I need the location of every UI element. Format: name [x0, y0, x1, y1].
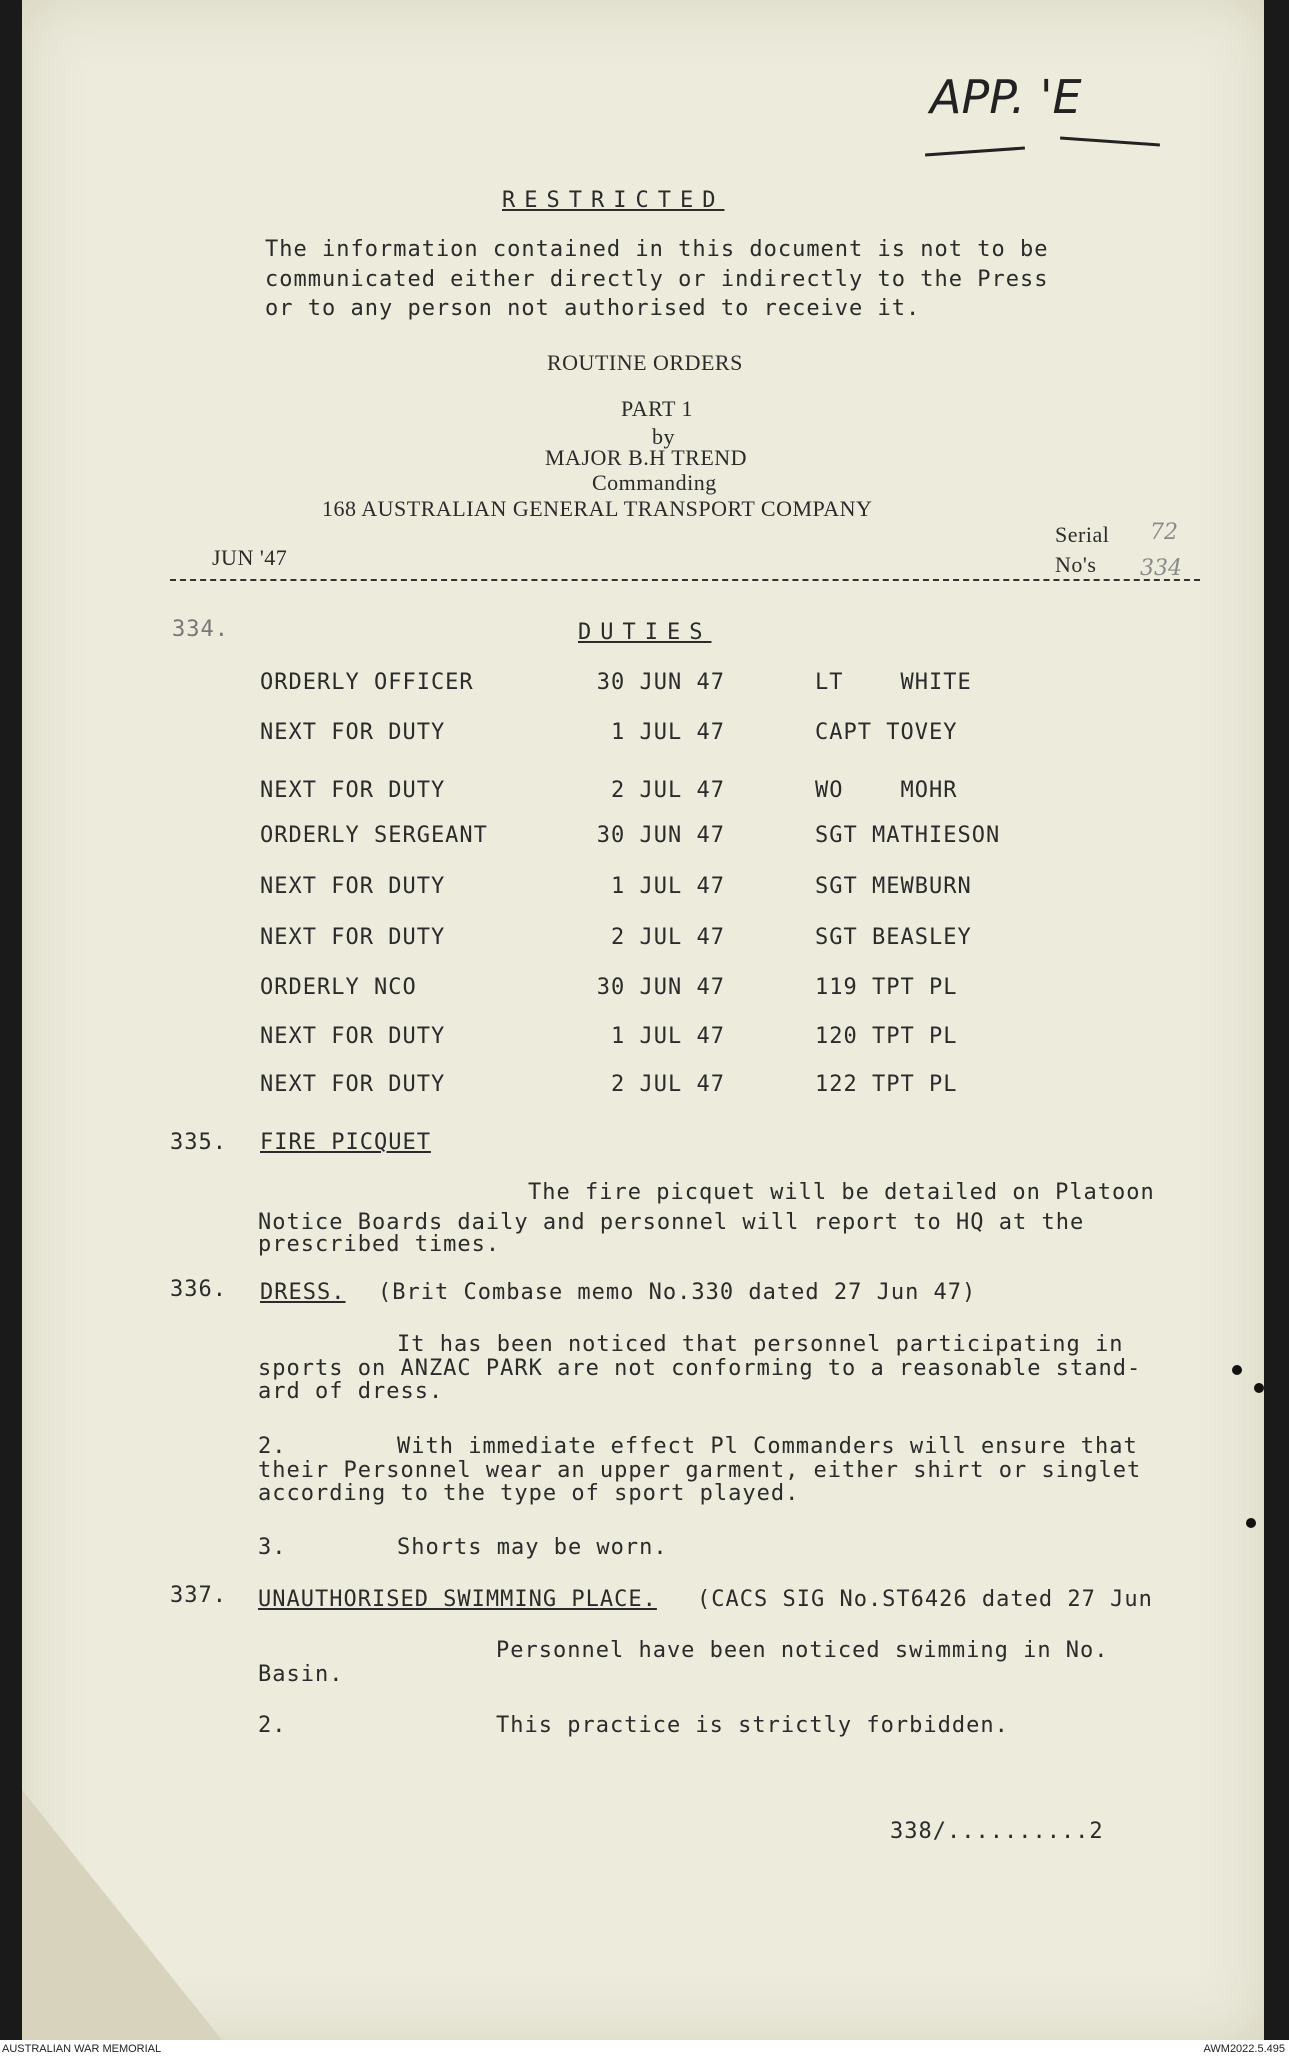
folded-corner [22, 1790, 222, 2040]
swimming-p2: This practice is strictly forbidden. [496, 1713, 1009, 1738]
duty-date: 30 JUN 47 [596, 670, 725, 695]
nos-value: 334 [1140, 556, 1182, 581]
duty-role: NEXT FOR DUTY [260, 720, 446, 745]
duties-heading: DUTIES [578, 620, 712, 645]
dress-p2-line-1: With immediate effect Pl Commanders will ensure that [397, 1434, 1138, 1459]
fire-picquet-line-1: The fire picquet will be detailed on Platoon [528, 1180, 1155, 1205]
duty-role: NEXT FOR DUTY [260, 778, 446, 803]
duty-role: NEXT FOR DUTY [260, 1072, 446, 1097]
punch-hole [1254, 1383, 1264, 1393]
dress-p2-line-3: according to the type of sport played. [258, 1481, 800, 1506]
dress-reference: (Brit Combase memo No.330 dated 27 Jun 47) [378, 1280, 977, 1305]
duty-row [0, 778, 1242, 808]
duty-assignee: SGT MEWBURN [815, 874, 972, 899]
swimming-heading: UNAUTHORISED SWIMMING PLACE. [258, 1587, 657, 1612]
punch-hole [1246, 1518, 1256, 1528]
duty-assignee: SGT BEASLEY [815, 925, 972, 950]
duty-date: 2 JUL 47 [611, 778, 725, 803]
dress-number: 336. [170, 1277, 227, 1302]
duty-row [0, 670, 1242, 700]
dress-p2-line-2: their Personnel wear an upper garment, either shirt or singlet [258, 1458, 1142, 1483]
fire-picquet-number: 335. [170, 1130, 227, 1155]
duty-row [0, 720, 1242, 750]
duty-date: 30 JUN 47 [596, 823, 725, 848]
duty-role: ORDERLY NCO [260, 975, 417, 1000]
swimming-p2-number: 2. [258, 1713, 287, 1738]
swimming-p1: Personnel have been noticed swimming in No. [496, 1638, 1109, 1663]
fire-picquet-heading: FIRE PICQUET [260, 1130, 431, 1155]
fire-picquet-line-2: Notice Boards daily and personnel will report to HQ at the [258, 1210, 1085, 1235]
duties-number: 334. [172, 617, 229, 642]
duty-assignee: LT WHITE [815, 670, 972, 695]
officer-name: MAJOR B.H TREND [545, 445, 748, 470]
duty-row [0, 1072, 1242, 1102]
dress-p1-line-1: It has been noticed that personnel participating in [397, 1332, 1124, 1357]
order-date: JUN '47 [212, 545, 288, 570]
separator-line [170, 579, 1200, 581]
duty-date: 2 JUL 47 [611, 925, 725, 950]
serial-value: 72 [1150, 520, 1178, 545]
duty-row [0, 1024, 1242, 1054]
duty-row [0, 874, 1242, 904]
footer-left: AUSTRALIAN WAR MEMORIAL [2, 2043, 162, 2055]
duty-date: 30 JUN 47 [596, 975, 725, 1000]
duty-role: NEXT FOR DUTY [260, 1024, 446, 1049]
duty-assignee: SGT MATHIESON [815, 823, 1001, 848]
dress-p1-line-3: ard of dress. [258, 1379, 444, 1404]
duty-role: NEXT FOR DUTY [260, 874, 446, 899]
punch-hole [1232, 1365, 1242, 1375]
dress-heading: DRESS. [260, 1280, 346, 1305]
fire-picquet-line-3: prescribed times. [258, 1232, 501, 1257]
swimming-p1-cont: Basin. [258, 1662, 344, 1687]
duty-date: 1 JUL 47 [611, 1024, 725, 1049]
handwritten-annotation: APP. 'E [930, 70, 1082, 124]
duty-role: ORDERLY OFFICER [260, 670, 474, 695]
duty-row [0, 975, 1242, 1005]
dress-p3-text: Shorts may be worn. [397, 1535, 668, 1560]
duty-date: 1 JUL 47 [611, 720, 725, 745]
swimming-number: 337. [170, 1583, 227, 1608]
dress-p2-number: 2. [258, 1434, 287, 1459]
duty-date: 1 JUL 47 [611, 874, 725, 899]
routine-orders-heading: ROUTINE ORDERS [547, 350, 743, 375]
swimming-reference: (CACS SIG No.ST6426 dated 27 Jun [697, 1587, 1153, 1612]
restricted-heading: RESTRICTED [502, 188, 725, 213]
duty-role: ORDERLY SERGEANT [260, 823, 488, 848]
nos-label: No's [1055, 552, 1097, 577]
serial-label: Serial [1055, 522, 1110, 547]
duty-row [0, 925, 1242, 955]
part-heading: PART 1 [621, 396, 693, 421]
duty-assignee: 119 TPT PL [815, 975, 958, 1000]
officer-role: Commanding [592, 470, 717, 495]
unit-name: 168 AUSTRALIAN GENERAL TRANSPORT COMPANY [322, 496, 873, 521]
duty-row [0, 823, 1242, 853]
continuation-marker: 338/..........2 [890, 1819, 1104, 1844]
archive-footer [0, 2040, 1289, 2061]
duty-assignee: WO MOHR [815, 778, 958, 803]
dress-p1-line-2: sports on ANZAC PARK are not conforming to a reasonable stand- [258, 1356, 1142, 1381]
duty-assignee: CAPT TOVEY [815, 720, 958, 745]
duty-date: 2 JUL 47 [611, 1072, 725, 1097]
notice-line-2: communicated either directly or indirectly to the Press [265, 267, 1049, 292]
duty-assignee: 122 TPT PL [815, 1072, 958, 1097]
duty-assignee: 120 TPT PL [815, 1024, 958, 1049]
duty-role: NEXT FOR DUTY [260, 925, 446, 950]
by-line: by [652, 424, 675, 449]
dress-p3-number: 3. [258, 1535, 287, 1560]
footer-right: AWM2022.5.495 [1203, 2043, 1285, 2055]
notice-line-1: The information contained in this document is not to be [265, 237, 1049, 262]
notice-line-3: or to any person not authorised to receive it. [265, 296, 921, 321]
